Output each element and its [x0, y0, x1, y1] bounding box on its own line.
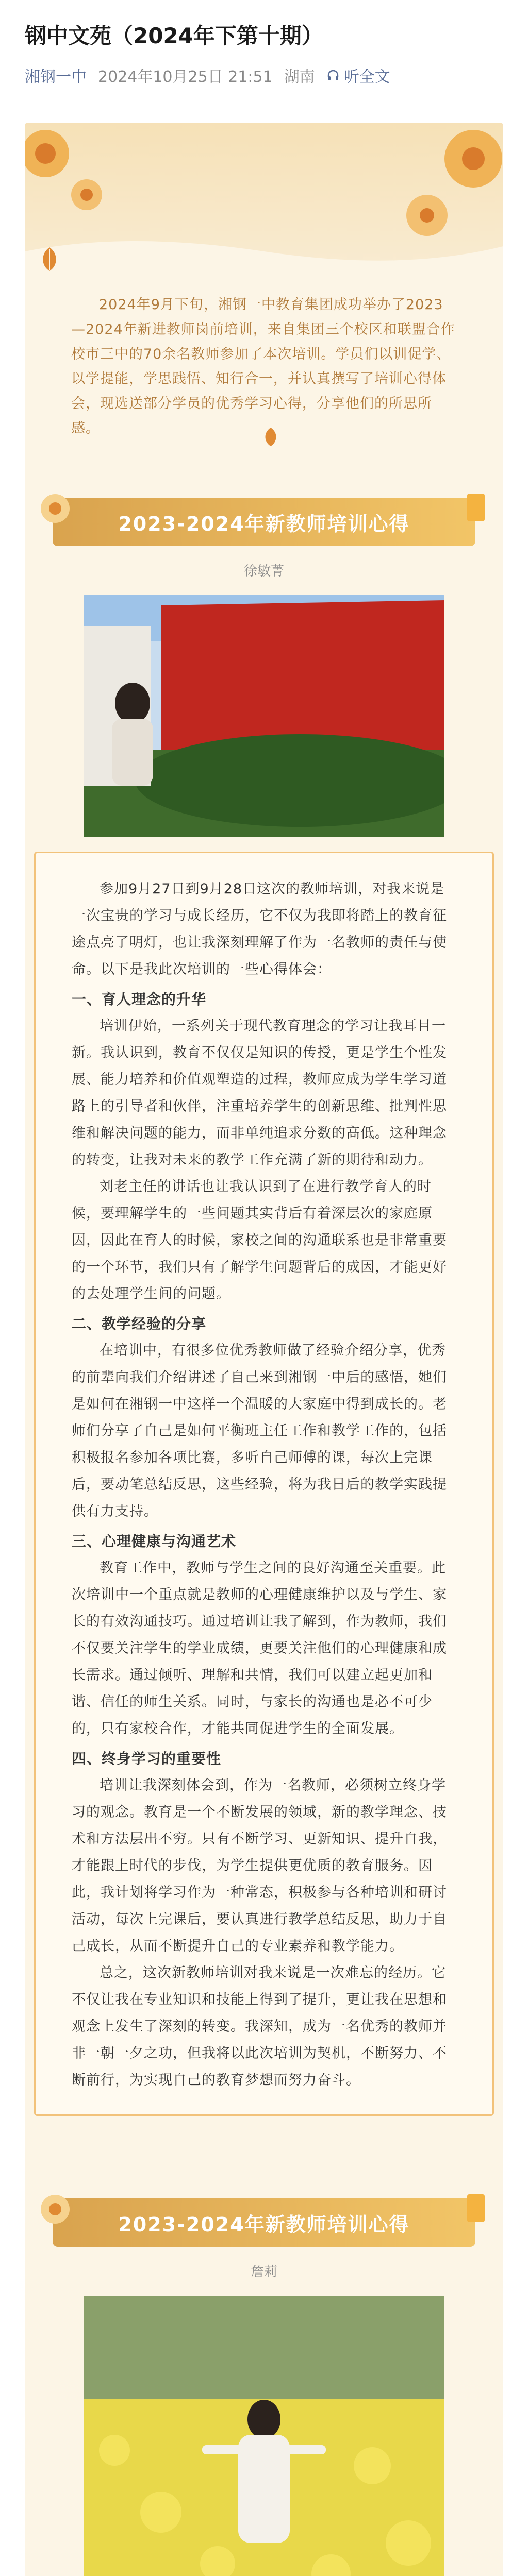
essay-paragraph: 培训让我深刻体会到，作为一名教师，必须树立终身学习的观念。教育是一个不断发展的领域，新的教学理念、技术和方法层出不穷。只有不断学习、更新知识、提升自我，才能跟上时代的步伐，为学生提供更优质的教育服务。因此，我计划将学习作为一种常态，积极参与各种培训和研讨活动，每次上完课后，要认真进行教学总结反思，助力于自己成长，从而不断提升自己的专业素养和教学能力。	[72, 1777, 447, 1954]
essay-frame	[34, 852, 494, 2116]
section-banner-title: 2023-2024年新教师培训心得	[118, 512, 410, 535]
article-card	[25, 123, 503, 2576]
tag-icon	[467, 494, 485, 521]
intro-text	[25, 277, 503, 441]
article-meta	[25, 64, 503, 87]
flower-icon	[25, 123, 503, 277]
author-name: 徐敏菁	[243, 564, 284, 579]
article-title: 钢中文苑（2024年下第十期）	[25, 23, 323, 48]
essay-paragraph: 教育工作中，教师与学生之间的良好沟通至关重要。此次培训中一个重点就是教师的心理健康维护以及与学生、家长的有效沟通技巧。通过培训让我了解到，作为教师，我们不仅要关注学生的学业成绩，更要关注他们的心理健康和成长需求。通过倾听、理解和共情，我们可以建立起更加和谐、信任的师生关系。同时，与家长的沟通也是必不可少的，只有家校合作，才能共同促进学生的全面发展。	[72, 1560, 447, 1737]
author-photo	[84, 595, 444, 837]
essay-heading: 一、育人理念的升华	[72, 991, 207, 1008]
section-banner	[53, 498, 475, 546]
essay-heading: 四、终身学习的重要性	[72, 1750, 222, 1767]
flower-icon	[37, 2191, 73, 2227]
article-header	[0, 0, 528, 87]
essay-paragraph: 刘老主任的讲话也让我认识到了在进行教学育人的时候，要理解学生的一些问题其实背后有着深层次的家庭原因，因此在育人的时候，家校之间的沟通联系也是非常重要的一个环节，我们只有了解学生问题背后的成因，才能更好的去处理学生间的问题。	[72, 1179, 447, 1302]
author-name: 詹莉	[250, 2264, 277, 2280]
flower-banner	[25, 123, 503, 277]
essay-paragraph: 总之，这次新教师培训对我来说是一次难忘的经历。它不仅让我在专业知识和技能上得到了提升，更让我在思想和观念上发生了深刻的转变。我深知，成为一名优秀的教师并非一朝一夕之功，但我将以此次培训为契机，不断努力、不断前行，为实现自己的教育梦想而努力奋斗。	[72, 1965, 447, 2088]
leaf-icon	[39, 246, 60, 272]
listen-label: 听全文	[343, 68, 390, 86]
essay-paragraph: 在培训中，有很多位优秀教师做了经验介绍分享，优秀的前辈向我们介绍讲述了自己来到湘钢一中后的感悟，她们是如何在湘钢一中这样一个温暖的大家庭中得到成长的。老师们分享了自己是如何平衡班主任工作和教学工作的，包括积极报名参加各项比赛，多听自己师傅的课，每次上完课后，要动笔总结反思，这些经验，将为我日后的教学实践提供有力支持。	[72, 1343, 447, 1519]
section-banner	[53, 2198, 475, 2247]
listen-button[interactable]	[326, 64, 390, 87]
essay-paragraph: 参加9月27日到9月28日这次的教师培训，对我来说是一次宝贵的学习与成长经历，它不仅为我即将踏上的教育征途点亮了明灯，也让我深刻理解了作为一名教师的责任与使命。以下是我此次培训的一些心得体会：	[72, 881, 447, 977]
publish-location: 湖南	[284, 68, 315, 86]
headphone-icon	[326, 69, 340, 82]
essay-heading: 二、教学经验的分享	[72, 1315, 207, 1332]
account-link[interactable]: 湘钢一中	[25, 68, 87, 86]
intro-paragraph: 2024年9月下旬，湘钢一中教育集团成功举办了2023—2024年新进教师岗前培训，来自集团三个校区和联盟合作校市三中的70余名教师参加了本次培训。学员们以训促学、以学提能，学思践悟、知行合一，并认真撰写了培训心得体会，现选送部分学员的优秀学习心得，分享他们的所思所感。	[71, 297, 455, 436]
essay-heading: 三、心理健康与沟通艺术	[72, 1533, 237, 1550]
leaf-icon	[262, 427, 279, 447]
flower-icon	[37, 490, 73, 527]
essay-paragraph: 培训伊始，一系列关于现代教育理念的学习让我耳目一新。我认识到，教育不仅仅是知识的传授，更是学生个性发展、能力培养和价值观塑造的过程，教师应成为学生学习道路上的引导者和伙伴，注重培养学生的创新思维、批判性思维和解决问题的能力，而非单纯追求分数的高低。这种理念的转变，让我对未来的教学工作充满了新的期待和动力。	[72, 1018, 447, 1168]
author-photo	[84, 2296, 444, 2576]
section-banner-title: 2023-2024年新教师培训心得	[118, 2213, 410, 2236]
tag-icon	[467, 2194, 485, 2222]
publish-date: 2024年10月25日 21:51	[98, 68, 273, 86]
